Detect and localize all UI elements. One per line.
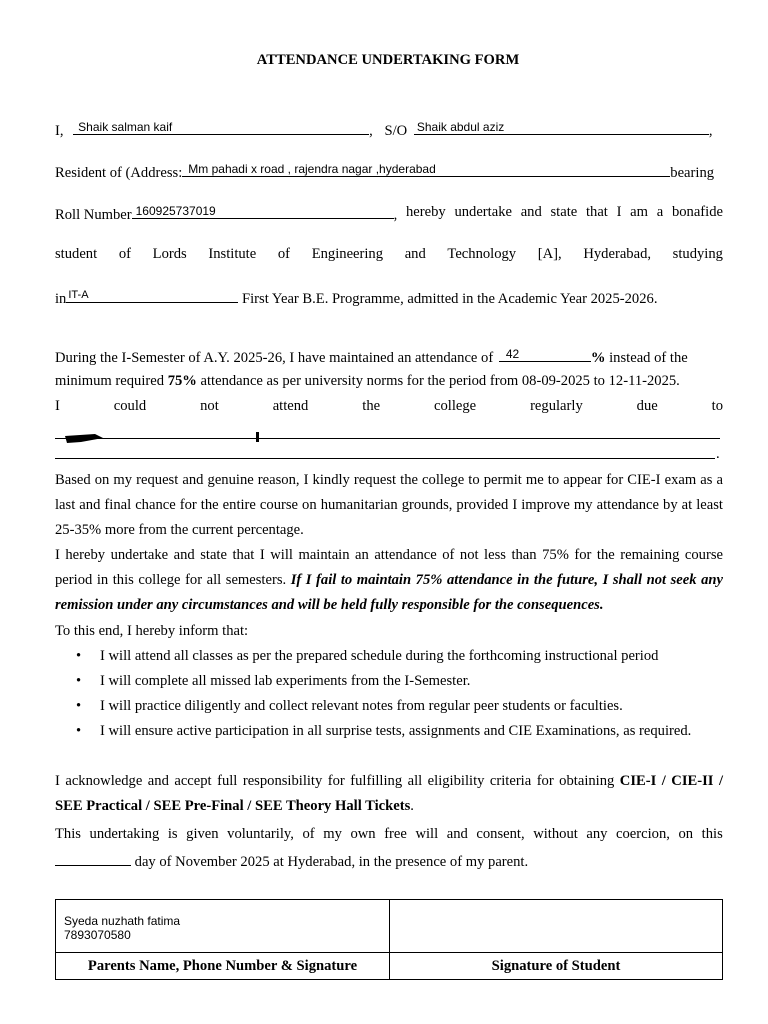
parent-details-cell[interactable] [56,900,390,953]
word: undertake [454,204,512,220]
word: this [701,826,723,842]
word: will [415,826,439,842]
word: regularly [530,398,583,414]
word: to [711,398,723,414]
word: bonafide [671,204,723,220]
reason-blank-line-2 [55,458,715,459]
word: of [302,826,315,842]
word: that [585,204,608,220]
word: This [55,826,81,842]
roll-number-field[interactable] [132,203,394,219]
inform-intro: To this end, I hereby inform that: [55,623,249,639]
reason-blank-line-1 [55,438,720,439]
word: not [200,398,219,414]
word: the [362,398,381,414]
commitments-list [55,644,723,744]
address-field[interactable] [182,161,670,177]
word: any [586,826,608,842]
word: Technology [447,246,517,262]
word: of [277,246,291,262]
bullet-icon: • [76,648,82,664]
programme-line [55,287,723,308]
word: attend [272,398,309,414]
bullet-icon: • [76,723,82,739]
branch-value: IT-A [68,289,89,301]
attendance-suffix: instead of the [609,350,688,366]
institute-line [55,245,723,263]
word: own [350,826,376,842]
word: student [55,246,98,262]
word: voluntarily, [227,826,294,842]
branch-prefix: in [55,291,67,307]
parent-phone-value: 7893070580 [64,928,131,942]
acknowledgement-paragraph [55,769,723,819]
parent-name-value: Syeda nuzhath fatima [64,914,181,928]
acknowledgement-period: . [410,798,414,814]
word: a [656,204,664,220]
parent-signature-header: Parents Name, Phone Number & Signature [56,953,390,980]
address-value: Mm pahadi x road , rajendra nagar ,hyderabad [188,162,436,176]
request-paragraph: Based on my request and genuine reason, I kindly request the college to permit me to appear for CIE-I exam as a last and final chance for the entire course on humanitarian grounds, provided I improve my attendance by at least 25-35% more from the current percentage. [55,472,723,538]
percent-sign: % [590,350,606,366]
word: without [533,826,578,842]
attendance-percent-field[interactable] [499,346,591,362]
acknowledgement-text: I acknowledge and accept full responsibility for fulfilling all eligibility criteria for obtaining [55,773,620,789]
father-name-comma: , [708,123,713,139]
word: due [636,398,658,414]
list-item-text: I will practice diligently and collect relevant notes from regular peer students or faculties. [100,698,623,714]
word: on [678,826,694,842]
date-line-text: day of November 2025 at Hyderabad, in the presence of my parent. [134,854,529,870]
programme-text: First Year B.E. Programme, admitted in the Academic Year 2025-2026. [242,291,658,307]
word: consent, [476,826,525,842]
norms-line [55,372,723,390]
list-item [55,669,723,694]
list-item-text: I will attend all classes as per the prepared schedule during the forthcoming instructional period [100,648,659,664]
attendance-prefix: During the I-Semester of A.Y. 2025-26, I have maintained an attendance of [55,350,494,366]
list-item [55,644,723,669]
day-field[interactable] [55,850,131,866]
roll-number-comma: , [393,207,398,223]
list-item [55,694,723,719]
bullet-icon: • [76,673,82,689]
word: undertaking [89,826,160,842]
roll-number-label: Roll Number [55,207,132,223]
address-prefix: Resident of (Address: [55,165,183,181]
word: college [434,398,477,414]
word: state [550,204,578,220]
undertaking-text: I hereby undertake and state that I will maintain an attendance of not less than 75% for the remaining course period in this college for all semesters. [55,547,723,588]
signature-table [55,899,723,980]
attendance-line [55,346,723,367]
bullet-icon: • [76,698,82,714]
word: I [55,398,60,414]
name-line [55,119,723,140]
word: Hyderabad, [583,246,652,262]
reason-field[interactable] [55,424,723,464]
word: and [446,826,468,842]
hall-tickets-list: CIE-I / CIE-II / SEE Practical / SEE Pre-Final / SEE Theory Hall Tickets [55,773,723,814]
word: is [167,826,178,842]
roll-number-value: 160925737019 [135,204,216,218]
word: Institute [208,246,257,262]
word: coercion, [616,826,670,842]
word: and [404,246,426,262]
reason-line [55,397,723,415]
address-suffix: bearing [670,165,715,181]
word: Engineering [311,246,384,262]
norms-required-percent: 75% [167,373,197,389]
address-line [55,161,723,182]
word: am [630,204,649,220]
norms-text-a: minimum required [55,373,168,389]
word: of [118,246,131,262]
branch-field[interactable] [66,287,238,303]
reason-period: . [716,446,720,462]
name-prefix: I, [55,123,64,139]
name-comma: , [369,123,373,139]
student-name-field[interactable] [73,119,369,135]
form-title: ATTENDANCE UNDERTAKING FORM [256,52,520,68]
word: I [616,204,622,220]
father-name-field[interactable] [414,119,709,135]
undertaking-consequence: If I fail to maintain 75% attendance in the future, I shall not seek any remission under any circumstances and will be held fully responsible for the consequences. [55,572,723,613]
word: and [520,204,542,220]
voluntary-line [55,825,723,843]
word: Lords [152,246,187,262]
roll-number-line [55,203,723,224]
word: studying [672,246,723,262]
attendance-percent-value: 42 [505,347,520,361]
word: [A], [537,246,562,262]
father-name-value: Shaik abdul aziz [416,120,505,134]
word: hereby [406,204,446,220]
word: my [323,826,342,842]
list-item-text: I will ensure active participation in all surprise tests, assignments and CIE Examinations, as required. [100,723,692,739]
list-item-text: I will complete all missed lab experiments from the I-Semester. [100,673,471,689]
student-signature-header: Signature of Student [390,953,723,980]
student-name-value: Shaik salman kaif [78,120,173,134]
date-line [55,850,723,871]
word: could [113,398,147,414]
undertaking-paragraph [55,543,723,618]
student-signature-cell[interactable] [390,900,723,953]
list-item [55,719,723,744]
so-label: S/O [384,123,408,139]
roll-number-group [55,203,397,224]
word: free [384,826,407,842]
norms-text-b: attendance as per university norms for the period from 08-09-2025 to 12-11-2025. [196,373,680,389]
word: given [186,826,219,842]
